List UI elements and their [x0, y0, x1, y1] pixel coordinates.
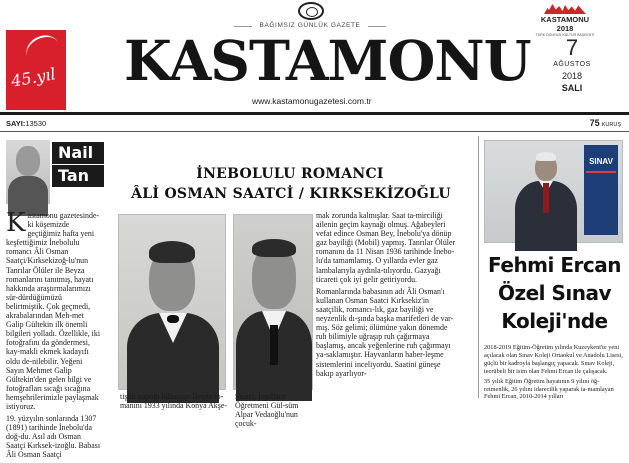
sidebar-story-photo: [484, 140, 623, 243]
issue-number-value: 13530: [25, 119, 47, 128]
portrait-hair-shape: [149, 241, 195, 263]
swoosh-icon: [22, 30, 65, 70]
date-year: 2018: [561, 71, 583, 81]
article-paragraph: [6, 208, 102, 411]
article-column-3-text: Saatci, İngilizce Öğretmeni Gül-süm Alpar Vedaoğlu'nun çocuk-: [235, 392, 299, 429]
issue-price: [590, 118, 621, 128]
article-paragraph: 19. yüzyılın sonlarında 1307 (1891) tarihinde İnebolu'da doğ-du. Asıl adı Osman Saatçi Kırksek-izoğlu. Babası Âli Osman Saatçi: [6, 414, 101, 460]
columnist-head-shape: [16, 146, 40, 176]
columnist-first-name: Nail: [52, 142, 104, 164]
anniversary-logo: [6, 30, 66, 110]
issue-label: SAYI:: [6, 119, 26, 128]
school-banner: [584, 145, 618, 235]
portrait-hair-shape: [252, 239, 296, 257]
masthead-title: KASTAMONU: [124, 28, 531, 93]
person-hair-shape: [536, 152, 556, 161]
article-headline-line2: ÂLİ OSMAN SAATCİ / KIRKSEKİZOĞLU: [131, 186, 451, 202]
date-day: 7: [565, 35, 579, 60]
date-weekday: SALI: [561, 83, 583, 93]
article-paragraph-text: astamonu gazetesinde-ki köşemizde geçtiğimiz hafta yeni keşfettiğimiz İnebolulu romancı Âli Osman Saatçi/Kırksekizoğ-lu'nun Tanrılar Ölüler ile Beyza romanlarını tanıtmış, hayatı hakkında araştırmalarımızı sür-dürdüğümüzü belirtmiştik. Çok geçmedi, akrabalarından Meh-met Galip Gültekin ilk önemli bilgileri yolladı. Özellikle, iki fotoğrafını da göndermesi, kay-makli ekmek kadayıfı oldu de-nilebilir. Yeğeni Sayın Mehmet Galip Gültekin'den gelen bilgi ve fotoğrafları sıcağı sıcağına hemşehrilerimizle paylaşmak istiyoruz.: [6, 211, 101, 411]
columnist-photo: [6, 140, 50, 204]
sidebar-paragraph: 2018-2019 Eğitim-Öğretim yılında Kuzeykent'te yeni açılacak olan Sınav Koleji Ortaokul ve Anadolu Lisesi, güçlü bir kadroyla başlangıç yapacak. Sınav Koleji, tecrübeli bir isim olan Fehmi Ercan ile çalışacak.: [484, 344, 623, 375]
portrait-photo-right: [233, 214, 313, 390]
issue-number: [6, 119, 46, 128]
sidebar-paragraph: 35 yılık Eğitim Öğretim hayatının 9 yılını öğ-retmenlik, 26 yılını idarecilik yaparak ta-mamlayan Fehmi Ercan, 2010-2014 yılları: [484, 377, 614, 401]
anniversary-logo-text: 45.yıl: [9, 64, 58, 91]
city-skyline-icon: [532, 2, 598, 14]
article-paragraph: Romanlarında babasının adı Âli Osman'ı kullanan Osman Saatci Kırksekiz'in saatçilik, romancı-lık, gaz bayiliği ve neyzenlik dı-şında başka marifetleri de var-mış. Söz gelimi; ölümüne yakın dönemde ruh bilimiyle uğraşıp ruh çağırmaya başlamış, ancak yeğenlerine ruh çağırmayı ya-saklamıştır. Hayvanların haber-leşme sistemlerini inceliyordu. Saatini güneşe bakıp ayarlıyor-: [316, 286, 454, 378]
issue-bar: [0, 117, 629, 129]
price-unit: KURUŞ: [601, 122, 621, 128]
column-divider: [478, 136, 479, 398]
portrait-photo-left: [118, 214, 226, 390]
sidebar-headline-line1: Fehmi Ercan: [488, 253, 621, 277]
event-logo-title: KASTAMONU 2018: [540, 15, 590, 33]
event-logo-subtitle: TÜRK DÜNYASI KÜLTÜR BAŞKENTİ: [535, 33, 595, 37]
portrait-tie-shape: [270, 325, 278, 365]
masthead-tagline: BAĞIMSIZ GÜNLÜK GAZETE: [240, 22, 380, 29]
issue-date: [548, 36, 596, 94]
masthead-divider: [0, 112, 629, 115]
sidebar-headline-line2: Özel Sınav: [497, 281, 612, 305]
person-tie-shape: [543, 183, 549, 213]
banner-stripe: [586, 171, 616, 173]
article-paragraph: mak zorunda kalmışlar. Saat ta-mirciliği ailenin geçim kaynağı olmuş. Ağabeyleri vefat edince Osman Bey, İnebolu'ya dönüp gaz bayiliği (Mobil) yapmış. Tanrılar Ölüler romanını da 11 Nisan 1936 tarihinde İnebo-lu'da tamamlamış. O yıllarda evler gaz lambalarıyla aydınla-tılıyordu. Gazyağı ticareti çok iyi gelir getiriyordu.: [316, 211, 456, 284]
newspaper-seal-icon: [298, 2, 324, 20]
website-link[interactable]: www.kastamonugazetesi.com.tr: [252, 96, 372, 106]
school-banner-text: SINAV: [589, 157, 613, 166]
date-month: AĞUSTOS: [553, 61, 591, 68]
article-column-1: [6, 208, 102, 463]
sidebar-story-text: [484, 344, 624, 403]
issue-bar-divider: [0, 131, 629, 132]
price-value: 75: [589, 118, 600, 128]
article-column-4: [316, 211, 458, 381]
sidebar-headline-line3: Koleji'nde: [501, 309, 608, 333]
portrait-bowtie-shape: [167, 315, 179, 323]
article-column-2-text: tişlik yaptığı biliniyor. Beyza ro-manını 1933 yılında Konya Akşe-: [120, 392, 227, 411]
event-logo: [532, 2, 598, 37]
article-headline-line1: İNEBOLULU ROMANCI: [196, 166, 384, 182]
drop-cap: K: [6, 208, 26, 238]
columnist-last-name: Tan: [52, 165, 104, 187]
